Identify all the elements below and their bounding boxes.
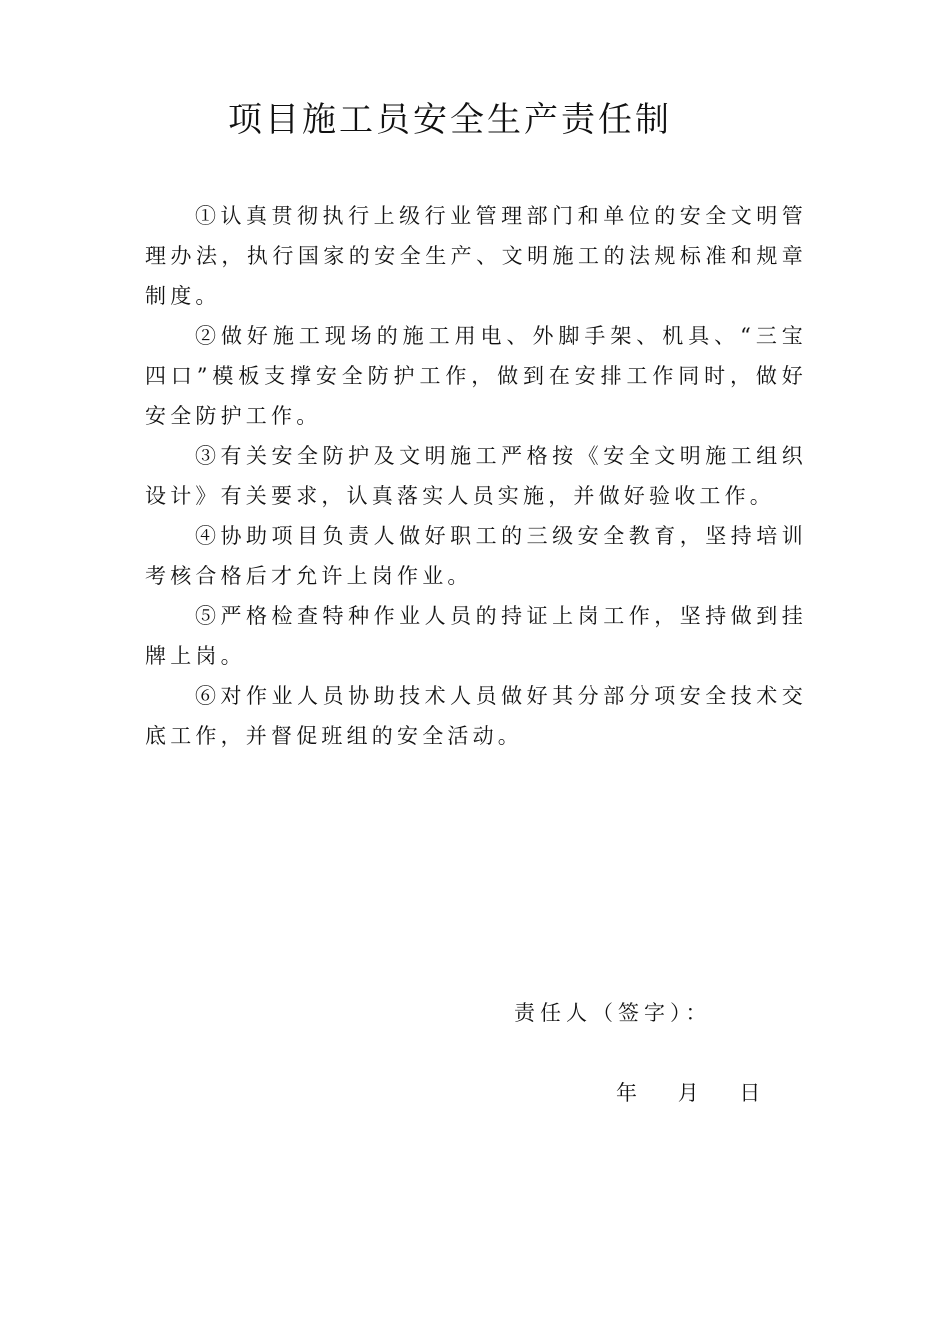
date-line <box>616 1076 760 1110</box>
clause-6: ⑥对作业人员协助技术人员做好其分部分项安全技术交底工作，并督促班组的安全活动。 <box>145 684 807 748</box>
clause-2: ②做好施工现场的施工用电、外脚手架、机具、“三宝四口”模板支撑安全防护工作，做到在安排工作同时，做好安全防护工作。 <box>145 324 807 428</box>
clause-3: ③有关安全防护及文明施工严格按《安全文明施工组织设计》有关要求，认真落实人员实施，并做好验收工作。 <box>145 444 807 508</box>
clause-1: ①认真贯彻执行上级行业管理部门和单位的安全文明管理办法，执行国家的安全生产、文明施工的法规标准和规章制度。 <box>145 204 807 308</box>
date-year-label: 年 <box>616 1081 637 1105</box>
clause-4: ④协助项目负责人做好职工的三级安全教育，坚持培训考核合格后才允许上岗作业。 <box>145 524 807 588</box>
clause-5: ⑤严格检查特种作业人员的持证上岗工作，坚持做到挂牌上岗。 <box>145 604 807 668</box>
document-body <box>145 196 807 756</box>
date-month-label: 月 <box>677 1081 699 1105</box>
date-day-label: 日 <box>739 1081 761 1105</box>
signature-label: 责任人（签字）： <box>514 1001 712 1025</box>
document-title: 项目施工员安全生产责任制 <box>228 100 672 140</box>
